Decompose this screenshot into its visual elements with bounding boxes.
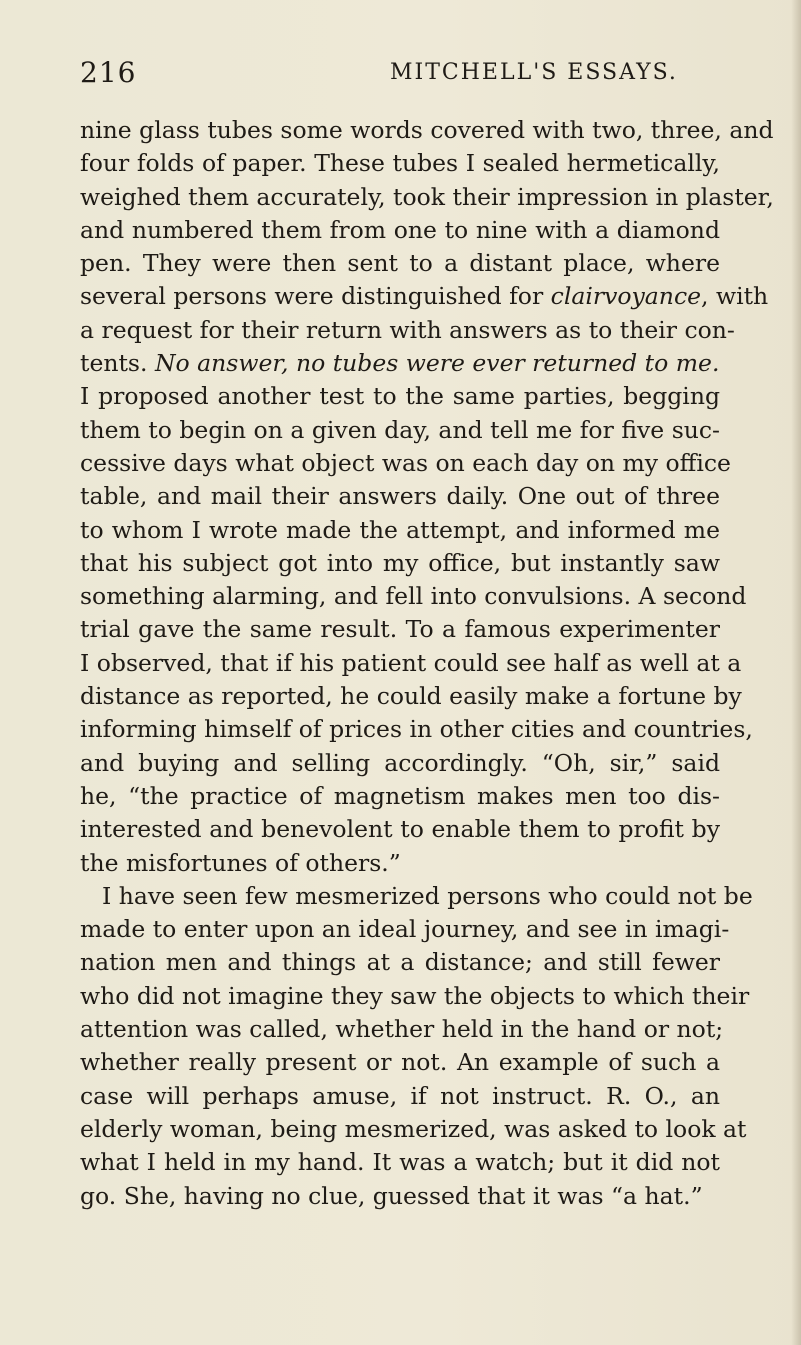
text-line-8 [80,347,720,380]
text-line-30: case will perhaps amuse, if not instruct. R. O., an [80,1081,720,1110]
text-line-8-start: tents. [80,349,155,378]
text-line-13: to whom I wrote made the attempt, and informed me [80,515,720,544]
text-line-12: table, and mail their answers daily. One out of three [80,482,720,511]
text-line-28: attention was called, whether held in the hand or not; [80,1015,724,1044]
text-line-32: what I held in my hand. It was a watch; but it did not [80,1148,720,1177]
text-line-16: trial gave the same result. To a famous experimenter [80,615,720,644]
text-line-25: made to enter upon an ideal journey, and see in imagi- [80,915,730,944]
text-line-20: and buying and selling accordingly. “Oh, sir,” said [80,748,720,777]
text-line-29: whether really present or not. An example of such a [80,1048,720,1077]
page-header [80,56,720,90]
text-line-5: pen. They were then sent to a distant place, where [80,249,720,278]
text-line-27: who did not imagine they saw the objects to which their [80,981,750,1010]
text-line-3: weighed them accurately, took their impression in plaster, [80,182,774,211]
text-line-1: nine glass tubes some words covered with two, three, and [80,116,774,144]
text-line-19: informing himself of prices in other cities and countries, [80,715,753,744]
italic-no-answer: No answer, no tubes were ever returned to me. [154,349,720,378]
page-edge-shadow [791,0,801,1345]
body-text [80,114,774,1213]
text-line-23: the misfortunes of others.” [80,848,401,877]
text-line-7: a request for their return with answers as to their con- [80,315,735,344]
text-line-10: them to begin on a given day, and tell me for five suc- [80,415,720,444]
text-line-24: I have seen few mesmerized persons who could not be [102,881,753,910]
text-line-18: distance as reported, he could easily make a fortune by [80,682,742,711]
text-line-6-start: several persons were distinguished for [80,282,551,311]
text-line-15: something alarming, and fell into convulsions. A second [80,582,747,611]
text-line-21: he, “the practice of magnetism makes men too dis- [80,781,720,810]
text-line-26: nation men and things at a distance; and still fewer [80,948,720,977]
text-line-6-end: , with [701,282,769,311]
italic-clairvoyance: clairvoyance [550,282,702,311]
text-line-11: cessive days what object was on each day on my office [80,448,731,477]
text-line-4: and numbered them from one to nine with a diamond [80,215,720,244]
text-line-14: that his subject got into my office, but instantly saw [80,548,720,577]
text-line-9: I proposed another test to the same parties, begging [80,382,720,411]
text-line-22: interested and benevolent to enable them to profit by [80,815,720,844]
text-line-17: I observed, that if his patient could see half as well at a [80,648,742,677]
text-line-31: elderly woman, being mesmerized, was asked to look at [80,1114,747,1143]
text-line-6 [80,280,769,313]
text-line-33: go. She, having no clue, guessed that it was “a hat.” [80,1181,703,1210]
text-line-2: four folds of paper. These tubes I sealed hermetically, [80,149,720,178]
running-head: MITCHELL'S ESSAYS. [390,60,678,85]
page-number: 216 [80,56,137,89]
